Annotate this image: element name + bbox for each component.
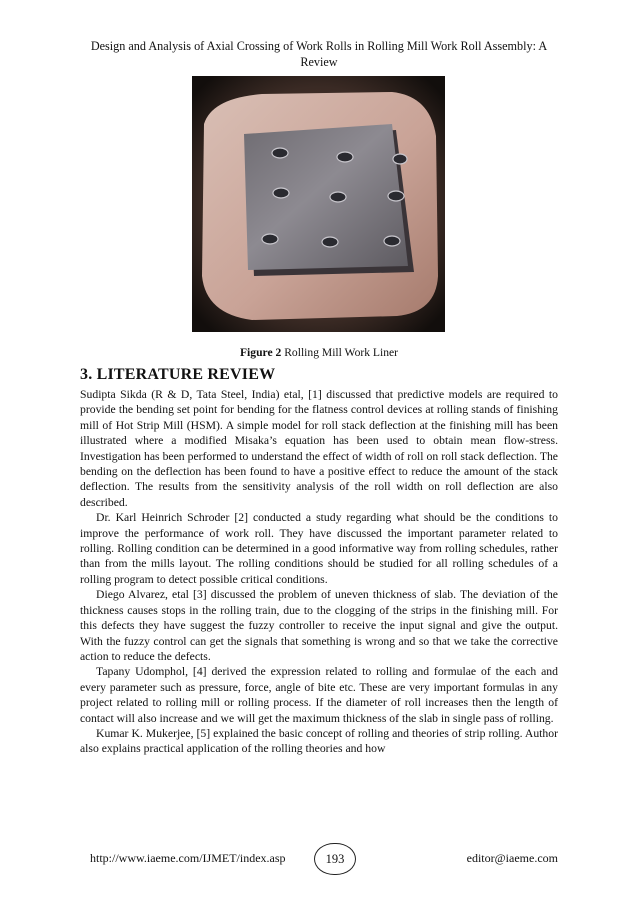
- section-body: [80, 387, 558, 757]
- bolt-hole-icon: [393, 154, 407, 164]
- paragraph: Sudipta Sikda (R & D, Tata Steel, India) etal, [1] discussed that predictive models are required to provide the bending set point for bending for the flatness control devices at rolling stands of finishing mill of Hot Strip Mill (HSM). A simple model for roll stack deflection at the finishing mill has been illustrated where a modified Misaka’s equation has been used to obtain mean flow-stress. Investigation has been performed to understand the effect of width of roll on roll stack deflection. The bending on the deflection has been found to have a positive effect to reduce the amount of the stack deflection. The results from the sensitivity analysis of the roll width on roll deflection are also described.: [80, 388, 558, 509]
- figure-label: Figure 2: [239, 346, 282, 359]
- running-header: [80, 38, 558, 70]
- bolt-hole-icon: [388, 191, 404, 201]
- bolt-hole-icon: [384, 236, 400, 246]
- page-number: 193: [314, 843, 356, 875]
- paragraph: Dr. Karl Heinrich Schroder [2] conducted a study regarding what should be the conditions to improve the performance of work roll. They have discussed the important parameter related to rolling. Rolling condition can be determined in a good informative way from rolling schedules, rather than from the mills layout. The rolling conditions should be studied for all rolling schedules of a rolling program to detect possible critical conditions.: [80, 511, 558, 586]
- bolt-hole-icon: [322, 237, 338, 247]
- bolt-hole-icon: [272, 148, 288, 158]
- bolt-hole-icon: [262, 234, 278, 244]
- paragraph: Kumar K. Mukerjee, [5] explained the basic concept of rolling and theories of strip rolling. Author also explains practical application of the rolling theories and how: [80, 726, 558, 756]
- running-title: Design and Analysis of Axial Crossing of Work Rolls in Rolling Mill Work Roll Assembly: A Review: [90, 39, 548, 69]
- page-footer: [80, 843, 558, 873]
- section-heading: 3. LITERATURE REVIEW: [80, 366, 276, 383]
- liner-plate: [244, 124, 408, 270]
- journal-url-link[interactable]: http://www.iaeme.com/IJMET/index.asp: [90, 851, 286, 865]
- figure-caption-text: Rolling Mill Work Liner: [284, 346, 399, 359]
- bolt-hole-icon: [273, 188, 289, 198]
- figure-caption: [80, 346, 558, 359]
- bolt-hole-icon: [337, 152, 353, 162]
- paragraph: Diego Alvarez, etal [3] discussed the problem of uneven thickness of slab. The deviation of the thickness causes stops in the rolling train, due to the clogging of the strips in the finishing mill. For this defects they have suggest the fuzzy controller to receive the input signal and give the output. With the fuzzy control can get the signals that something is wrong and so that we take the corrective action to reduce the defects.: [80, 588, 558, 663]
- editor-email-link[interactable]: editor@iaeme.com: [466, 851, 558, 865]
- bolt-hole-icon: [330, 192, 346, 202]
- work-liner-photo: [192, 76, 445, 332]
- paragraph: Tapany Udomphol, [4] derived the expression related to rolling and formulae of the each and every parameter such as pressure, force, angle of bite etc. These are very important formulas in any project related to rolling mill or rolling process. If the diameter of roll increases then the length of contact will also increase and we will get the maximum thickness of the slab in single pass of rolling.: [80, 665, 558, 725]
- figure-photo: [192, 76, 445, 332]
